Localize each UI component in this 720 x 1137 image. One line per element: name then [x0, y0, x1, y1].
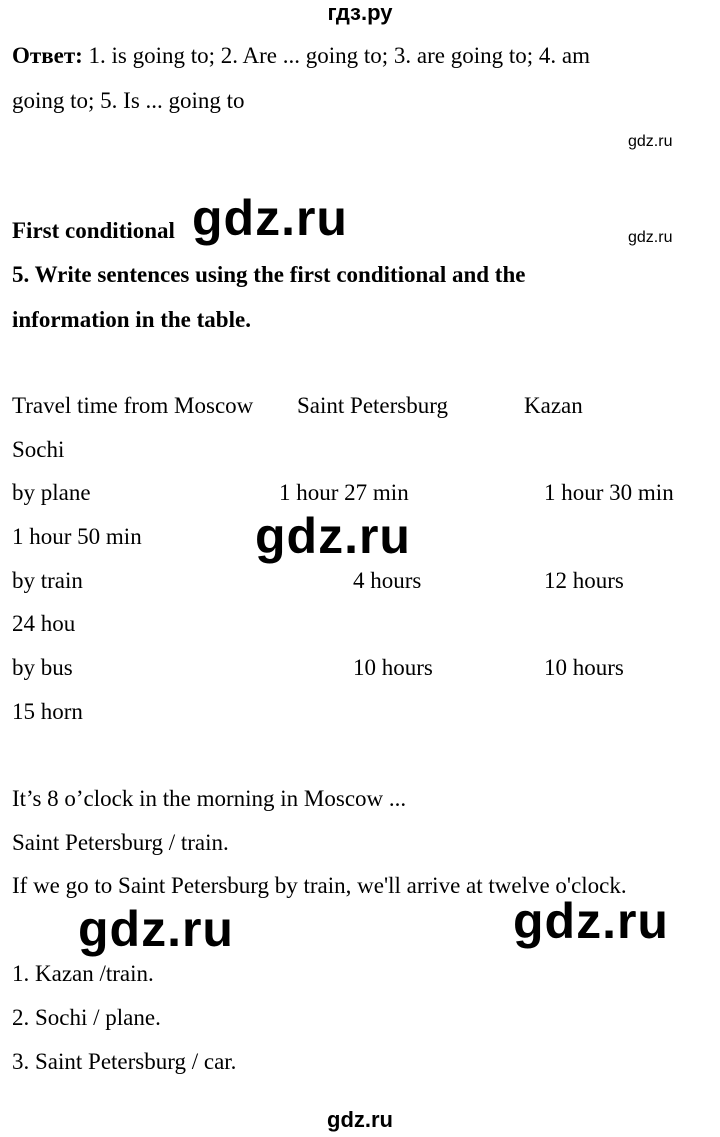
- footer-watermark: gdz.ru: [327, 1107, 393, 1132]
- answer-line-2: going to; 5. Is ... going to: [12, 88, 245, 113]
- table-cell-sochi: 1 hour 50 min: [12, 524, 142, 549]
- watermark-small: gdz.ru: [628, 229, 673, 246]
- watermark-large: gdz.ru: [78, 901, 234, 957]
- table-cell-mode: by train: [12, 568, 83, 593]
- table-cell-spb: 10 hours: [353, 655, 433, 680]
- table-header-cell: Sochi: [12, 437, 65, 462]
- site-header: гдз.ру: [327, 0, 393, 25]
- table-cell-spb: 1 hour 27 min: [279, 480, 409, 505]
- table-cell-mode: by bus: [12, 655, 73, 680]
- table-cell-kazan: 1 hour 30 min: [544, 480, 674, 505]
- table-cell-sochi: 15 horn: [12, 699, 83, 724]
- list-item: 3. Saint Petersburg / car.: [12, 1049, 237, 1074]
- table-header-cell: Saint Petersburg: [297, 393, 448, 418]
- table-cell-spb: 4 hours: [353, 568, 422, 593]
- example-answer: If we go to Saint Petersburg by train, we'll arrive at twelve o'clock.: [12, 873, 627, 898]
- answer-text-1: 1. is going to; 2. Are ... going to; 3. are going to; 4. am: [82, 43, 591, 68]
- watermark-large: gdz.ru: [255, 508, 411, 564]
- list-item: 2. Sochi / plane.: [12, 1005, 161, 1030]
- table-cell-kazan: 12 hours: [544, 568, 624, 593]
- table-header-cell: Kazan: [524, 393, 583, 418]
- table-cell-mode: by plane: [12, 480, 91, 505]
- example-prompt: Saint Petersburg / train.: [12, 830, 229, 855]
- section-heading: First conditional: [12, 218, 175, 243]
- answer-line-1: [12, 42, 590, 70]
- watermark-large: gdz.ru: [192, 190, 348, 246]
- task-line-2: information in the table.: [12, 307, 251, 332]
- example-intro: It’s 8 o’clock in the morning in Moscow ...: [12, 786, 407, 811]
- table-header-cell: Travel time from Moscow: [12, 393, 254, 418]
- answer-label: Ответ:: [12, 43, 83, 68]
- task-line-1: 5. Write sentences using the first conditional and the: [12, 262, 526, 287]
- table-cell-kazan: 10 hours: [544, 655, 624, 680]
- list-item: 1. Kazan /train.: [12, 961, 154, 986]
- watermark-large: gdz.ru: [513, 893, 669, 949]
- watermark-small: gdz.ru: [628, 133, 673, 150]
- table-cell-sochi: 24 hou: [12, 611, 76, 636]
